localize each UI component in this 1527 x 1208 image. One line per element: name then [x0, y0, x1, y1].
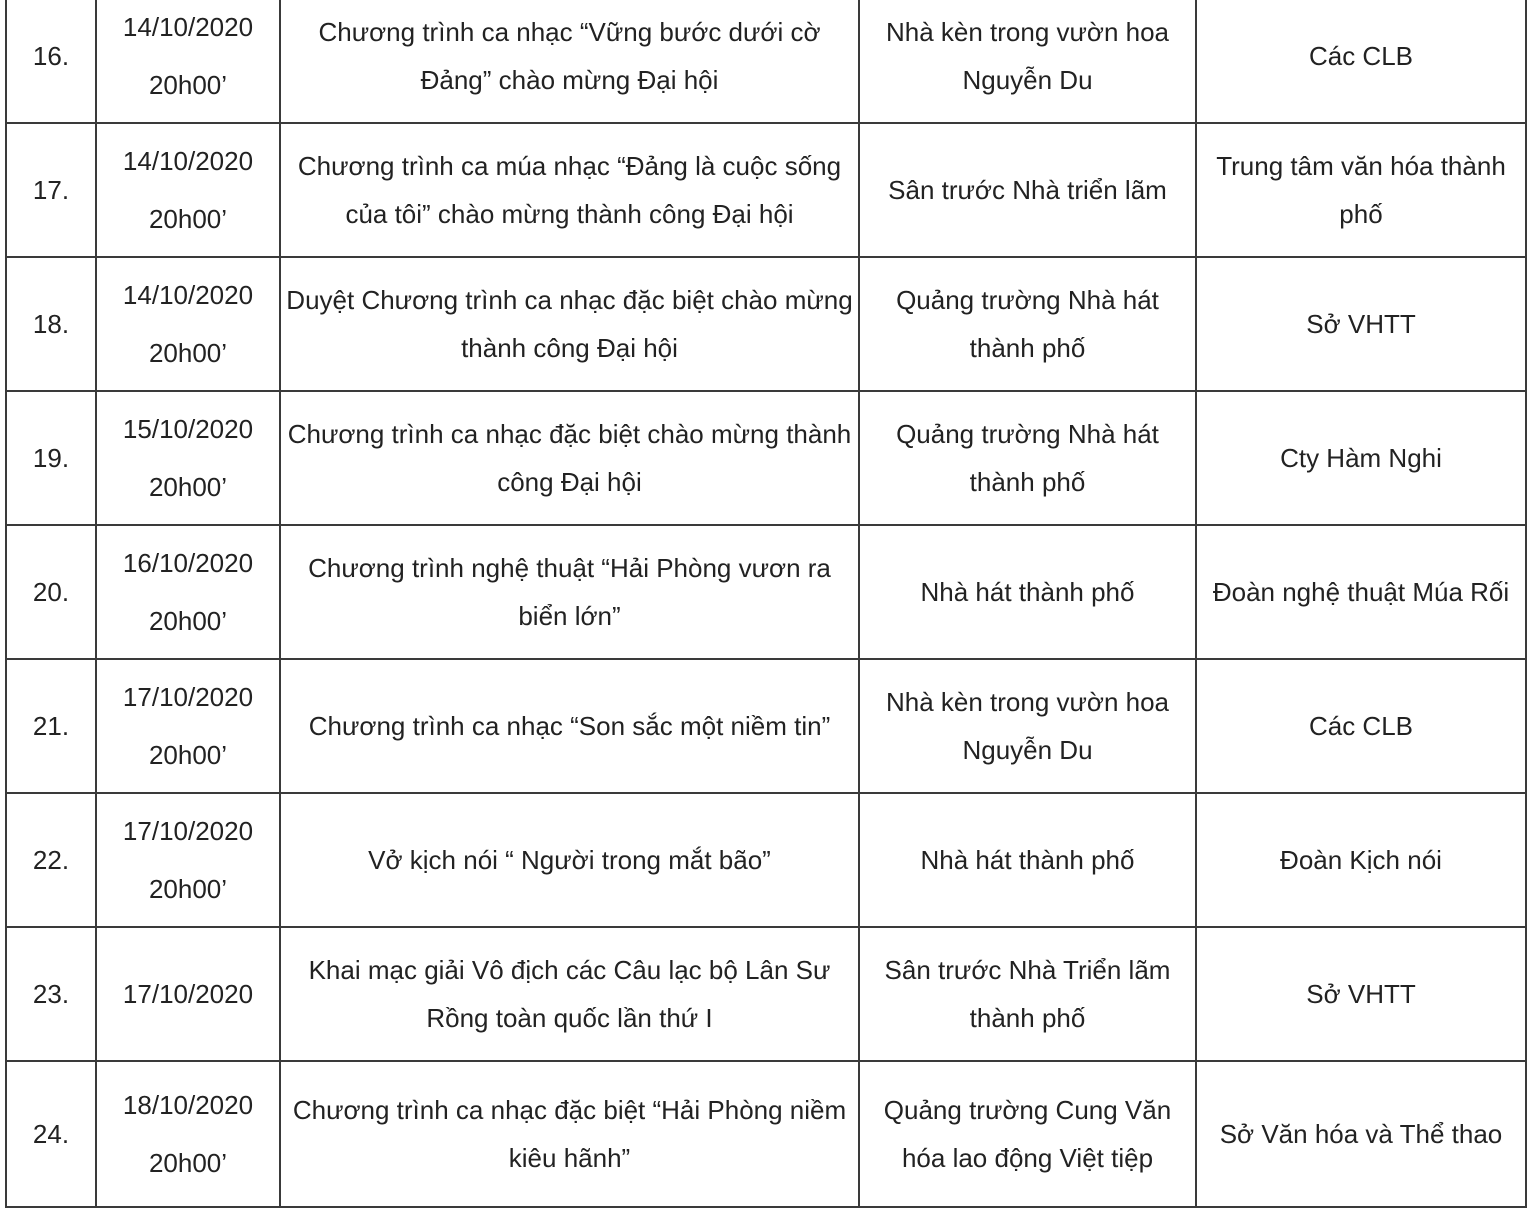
organizer-cell — [1196, 525, 1526, 659]
organizer-name: Đoàn nghệ thuật Múa Rối — [1212, 577, 1510, 607]
table-row — [6, 927, 1526, 1061]
organizer-cell — [1196, 257, 1526, 391]
venue-name: Sân trước Nhà triển lãm — [888, 175, 1167, 205]
event-time: 20h00’ — [148, 70, 228, 100]
table-row — [6, 0, 1526, 123]
event-date: 18/10/2020 — [122, 1090, 254, 1120]
event-name-cell — [280, 391, 859, 525]
event-name: Chương trình ca nhạc đặc biệt chào mừng thành công Đại hội — [287, 419, 852, 497]
row-number: 24. — [32, 1119, 70, 1149]
row-number-cell — [6, 525, 96, 659]
event-name-cell — [280, 659, 859, 793]
venue-name: Quảng trường Nhà hát thành phố — [896, 285, 1159, 363]
organizer-cell — [1196, 793, 1526, 927]
organizer-name: Cty Hàm Nghi — [1280, 443, 1442, 473]
event-time: 20h00’ — [148, 740, 228, 770]
event-name-cell — [280, 0, 859, 123]
row-number-cell — [6, 659, 96, 793]
event-date: 17/10/2020 — [122, 682, 254, 712]
event-date: 17/10/2020 — [122, 979, 254, 1009]
row-number-cell — [6, 123, 96, 257]
organizer-cell — [1196, 123, 1526, 257]
event-name: Chương trình ca nhạc “Son sắc một niềm tin” — [308, 711, 831, 741]
venue-name: Nhà hát thành phố — [920, 577, 1135, 607]
row-number: 20. — [32, 577, 70, 607]
venue-name: Nhà kèn trong vườn hoa Nguyễn Du — [885, 17, 1170, 95]
date-time-cell — [96, 793, 280, 927]
event-name-cell — [280, 1061, 859, 1207]
row-number-cell — [6, 0, 96, 123]
event-date: 14/10/2020 — [122, 12, 254, 42]
row-number: 17. — [32, 175, 70, 205]
table-row — [6, 659, 1526, 793]
event-time: 20h00’ — [148, 472, 228, 502]
organizer-cell — [1196, 391, 1526, 525]
organizer-name: Các CLB — [1308, 711, 1414, 741]
row-number: 18. — [32, 309, 70, 339]
date-time-cell — [96, 1061, 280, 1207]
venue-name: Quảng trường Cung Văn hóa lao động Việt tiệp — [883, 1095, 1172, 1173]
event-name: Chương trình ca nhạc “Vững bước dưới cờ Đảng” chào mừng Đại hội — [318, 17, 821, 95]
organizer-name: Các CLB — [1308, 41, 1414, 71]
event-name-cell — [280, 927, 859, 1061]
event-time: 20h00’ — [148, 874, 228, 904]
organizer-name: Sở VHTT — [1306, 309, 1416, 339]
organizer-cell — [1196, 927, 1526, 1061]
date-time-cell — [96, 257, 280, 391]
event-time: 20h00’ — [148, 338, 228, 368]
organizer-name: Trung tâm văn hóa thành phố — [1216, 151, 1506, 229]
organizer-name: Sở VHTT — [1306, 979, 1416, 1009]
row-number: 23. — [32, 979, 70, 1009]
table-row — [6, 123, 1526, 257]
date-time-cell — [96, 525, 280, 659]
table-row — [6, 793, 1526, 927]
venue-cell — [859, 391, 1196, 525]
venue-name: Nhà hát thành phố — [920, 845, 1135, 875]
event-name: Chương trình ca nhạc đặc biệt “Hải Phòng niềm kiêu hãnh” — [292, 1095, 847, 1173]
event-date: 14/10/2020 — [122, 280, 254, 310]
organizer-name: Đoàn Kịch nói — [1280, 845, 1442, 875]
venue-cell — [859, 0, 1196, 123]
row-number: 22. — [32, 845, 70, 875]
event-name: Duyệt Chương trình ca nhạc đặc biệt chào mừng thành công Đại hội — [286, 285, 853, 363]
venue-cell — [859, 793, 1196, 927]
event-name-cell — [280, 525, 859, 659]
venue-name: Nhà kèn trong vườn hoa Nguyễn Du — [885, 687, 1170, 765]
schedule-body — [6, 0, 1526, 1207]
row-number: 19. — [32, 443, 70, 473]
event-name: Vở kịch nói “ Người trong mắt bão” — [368, 845, 771, 875]
organizer-cell — [1196, 1061, 1526, 1207]
table-row — [6, 1061, 1526, 1207]
event-time: 20h00’ — [148, 606, 228, 636]
row-number-cell — [6, 1061, 96, 1207]
event-name-cell — [280, 793, 859, 927]
date-time-cell — [96, 123, 280, 257]
organizer-cell — [1196, 659, 1526, 793]
organizer-cell — [1196, 0, 1526, 123]
date-time-cell — [96, 0, 280, 123]
row-number: 21. — [32, 711, 70, 741]
event-name: Chương trình nghệ thuật “Hải Phòng vươn ra biển lớn” — [308, 553, 831, 631]
venue-cell — [859, 123, 1196, 257]
event-name: Khai mạc giải Vô địch các Câu lạc bộ Lân Sư Rồng toàn quốc lần thứ I — [308, 955, 831, 1033]
row-number-cell — [6, 257, 96, 391]
event-name: Chương trình ca múa nhạc “Đảng là cuộc sống của tôi” chào mừng thành công Đại hội — [297, 151, 842, 229]
event-time: 20h00’ — [148, 204, 228, 234]
table-row — [6, 257, 1526, 391]
event-date: 14/10/2020 — [122, 146, 254, 176]
row-number-cell — [6, 391, 96, 525]
row-number-cell — [6, 793, 96, 927]
date-time-cell — [96, 391, 280, 525]
event-date: 17/10/2020 — [122, 816, 254, 846]
table-row — [6, 391, 1526, 525]
venue-cell — [859, 1061, 1196, 1207]
row-number-cell — [6, 927, 96, 1061]
event-time: 20h00’ — [148, 1148, 228, 1178]
date-time-cell — [96, 927, 280, 1061]
venue-cell — [859, 659, 1196, 793]
venue-name: Quảng trường Nhà hát thành phố — [896, 419, 1159, 497]
event-date: 16/10/2020 — [122, 548, 254, 578]
schedule-table — [5, 0, 1527, 1208]
venue-cell — [859, 525, 1196, 659]
event-name-cell — [280, 257, 859, 391]
event-name-cell — [280, 123, 859, 257]
date-time-cell — [96, 659, 280, 793]
venue-cell — [859, 927, 1196, 1061]
table-row — [6, 525, 1526, 659]
venue-cell — [859, 257, 1196, 391]
event-date: 15/10/2020 — [122, 414, 254, 444]
organizer-name: Sở Văn hóa và Thể thao — [1219, 1119, 1503, 1149]
row-number: 16. — [32, 41, 70, 71]
venue-name: Sân trước Nhà Triển lãm thành phố — [884, 955, 1171, 1033]
